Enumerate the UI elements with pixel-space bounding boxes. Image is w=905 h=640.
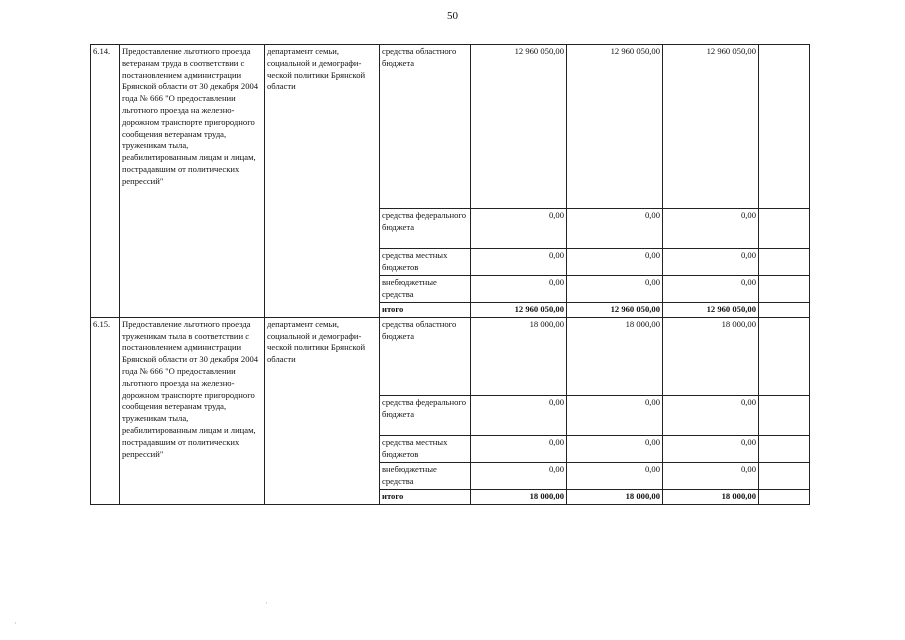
amount-year-2: 0,00 <box>567 276 663 303</box>
amount-year-1: 0,00 <box>471 276 567 303</box>
funding-source: средства федерального бюджета <box>380 209 471 249</box>
amount-year-1: 0,00 <box>471 435 567 462</box>
executor: департамент семьи, социальной и демографи-ческой политики Брянской области <box>265 45 380 318</box>
funding-source: итого <box>380 489 471 504</box>
amount-year-3: 18 000,00 <box>663 317 759 395</box>
funding-source: средства областного бюджета <box>380 317 471 395</box>
amount-year-1: 18 000,00 <box>471 317 567 395</box>
amount-year-1: 0,00 <box>471 209 567 249</box>
note <box>759 303 810 318</box>
funding-source: внебюджетные средства <box>380 462 471 489</box>
total-year-1: 18 000,00 <box>471 489 567 504</box>
amount-year-3: 0,00 <box>663 249 759 276</box>
amount-year-3: 0,00 <box>663 462 759 489</box>
budget-table <box>90 44 810 505</box>
note <box>759 395 810 435</box>
note <box>759 209 810 249</box>
table-row <box>91 317 810 395</box>
amount-year-2: 0,00 <box>567 395 663 435</box>
note <box>759 489 810 504</box>
total-year-2: 12 960 050,00 <box>567 303 663 318</box>
amount-year-1: 0,00 <box>471 395 567 435</box>
table-row <box>91 45 810 209</box>
amount-year-3: 12 960 050,00 <box>663 45 759 209</box>
amount-year-3: 0,00 <box>663 435 759 462</box>
funding-source: итого <box>380 303 471 318</box>
amount-year-1: 0,00 <box>471 249 567 276</box>
page-number: 50 <box>447 10 458 22</box>
note <box>759 435 810 462</box>
executor: департамент семьи, социальной и демографи-ческой политики Брянской области <box>265 317 380 504</box>
amount-year-2: 0,00 <box>567 462 663 489</box>
note <box>759 462 810 489</box>
amount-year-1: 0,00 <box>471 462 567 489</box>
measure-description: Предоставление льготного проезда труженикам тыла в соответствии с постановлением администрации Брянской области от 30 декабря 2004 года № 666 "О предоставлении льготного проезда на железно-дорожном транспорте пригородного сообщения ветеранам труда, труженикам тыла, реабилитированным лицам и лицам, пострадавшим от политических репрессий" <box>120 317 265 504</box>
funding-source: средства областного бюджета <box>380 45 471 209</box>
amount-year-3: 0,00 <box>663 395 759 435</box>
item-number: 6.15. <box>91 317 120 504</box>
funding-source: средства местных бюджетов <box>380 249 471 276</box>
note <box>759 276 810 303</box>
amount-year-2: 0,00 <box>567 209 663 249</box>
note <box>759 45 810 209</box>
amount-year-1: 12 960 050,00 <box>471 45 567 209</box>
amount-year-2: 0,00 <box>567 435 663 462</box>
amount-year-3: 0,00 <box>663 209 759 249</box>
funding-source: средства федерального бюджета <box>380 395 471 435</box>
scan-speck: · <box>14 618 17 628</box>
amount-year-3: 0,00 <box>663 276 759 303</box>
note <box>759 249 810 276</box>
amount-year-2: 12 960 050,00 <box>567 45 663 209</box>
measure-description: Предоставление льготного проезда ветеранам труда в соответствии с постановлением администрации Брянской области от 30 декабря 2004 года № 666 "О предоставлении льготного проезда на железно-дорожном транспорте пригородного сообщения ветеранам труда, труженикам тыла, реабилитированным лицам и лицам, пострадавшим от политических репрессий" <box>120 45 265 318</box>
funding-source: средства местных бюджетов <box>380 435 471 462</box>
total-year-3: 12 960 050,00 <box>663 303 759 318</box>
amount-year-2: 0,00 <box>567 249 663 276</box>
total-year-3: 18 000,00 <box>663 489 759 504</box>
scan-speck: · <box>265 598 268 608</box>
total-year-2: 18 000,00 <box>567 489 663 504</box>
note <box>759 317 810 395</box>
item-number: 6.14. <box>91 45 120 318</box>
amount-year-2: 18 000,00 <box>567 317 663 395</box>
total-year-1: 12 960 050,00 <box>471 303 567 318</box>
funding-source: внебюджетные средства <box>380 276 471 303</box>
